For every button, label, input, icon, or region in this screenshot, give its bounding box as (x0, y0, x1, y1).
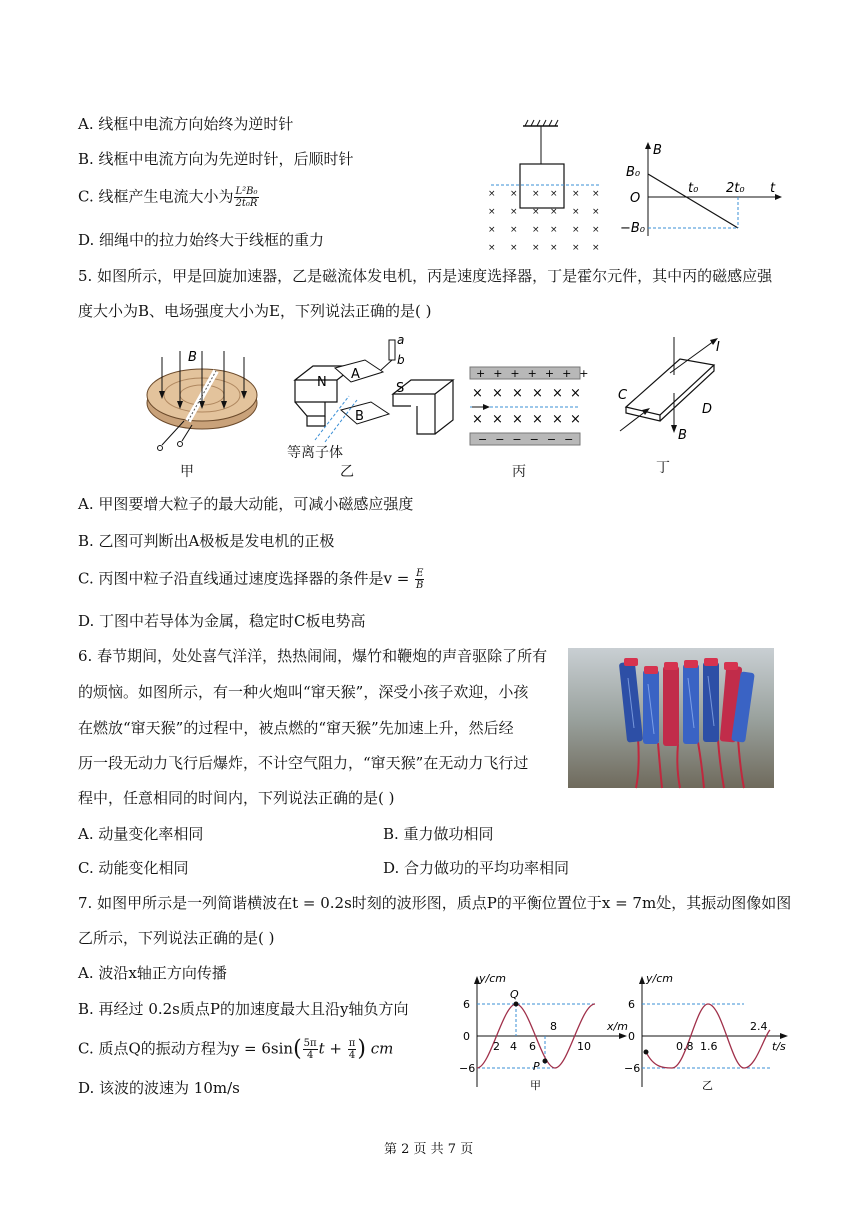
jia-tick-2: 2 (493, 1040, 500, 1053)
plate-b (341, 402, 389, 424)
svg-text:×: × (572, 225, 580, 235)
velocity-selector-figure (470, 365, 597, 450)
jia-x-label: x/m (607, 1020, 628, 1033)
graph-b0-label: B₀ (626, 165, 641, 180)
fig-label-yi: 乙 (340, 464, 354, 480)
q5-option-c-fraction (415, 568, 424, 591)
fig-label-jia: 甲 (180, 464, 194, 480)
q5-stem-line1: 5. 如图所示，甲是回旋加速器，乙是磁流体发电机，丙是速度选择器，丁是霍尔元件，其中丙的磁感应强 (78, 267, 773, 285)
svg-text:×: × (552, 412, 563, 427)
svg-text:×: × (592, 243, 600, 253)
svg-text:×: × (572, 189, 580, 199)
svg-text:+++++++: +++++++ (476, 367, 597, 380)
q7-option-a: A. 波沿x轴正方向传播 (78, 964, 227, 982)
mhd-generator-figure (285, 330, 455, 460)
cyclotron-b-label: B (188, 350, 197, 365)
plate-a-label: A (351, 367, 360, 382)
svg-text:×: × (532, 412, 543, 427)
cyclotron-figure (140, 345, 270, 455)
q6-option-b: B. 重力做功相同 (383, 825, 494, 843)
svg-text:×: × (570, 386, 581, 401)
q7-stem-line2: 乙所示，下列说法正确的是( ) (78, 929, 275, 947)
graph-2t0-label: 2t₀ (726, 181, 745, 196)
jia-6-label: 6 (463, 998, 470, 1011)
svg-text:×: × (592, 207, 600, 217)
yi-0-label: 0 (628, 1030, 635, 1043)
jia-tick-10: 10 (577, 1040, 591, 1053)
svg-text:×: × (510, 207, 518, 217)
q5-option-c (78, 568, 425, 591)
magnet-s-label: S (396, 381, 405, 396)
jia-tick-4: 4 (510, 1040, 517, 1053)
plate-b-label: B (355, 409, 364, 424)
q7-c-a-numerator: 5π (303, 1038, 317, 1049)
q5-stem-line2: 度大小为B、电场强度大小为E，下列说法正确的是( ) (78, 302, 432, 320)
yi-tick-1.6: 1.6 (700, 1040, 718, 1053)
q6-option-c: C. 动能变化相同 (78, 859, 189, 877)
svg-text:×: × (550, 243, 558, 253)
q7-c-b-numerator: π (348, 1038, 356, 1049)
yi-6-label: 6 (628, 998, 635, 1011)
svg-text:−−−−−−: −−−−−− (478, 433, 582, 446)
terminal-a-label: a (397, 333, 405, 347)
point-q (514, 1002, 519, 1007)
q6-stem-line3: 在燃放“窜天猴”的过程中，被点燃的“窜天猴”先加速上升，然后经 (78, 719, 514, 737)
q7-c-b-denominator: 4 (348, 1050, 356, 1061)
jia-y-label: y/cm (479, 972, 506, 985)
svg-text:×: × (550, 189, 558, 199)
svg-text:×: × (570, 412, 581, 427)
q7-stem-line1: 7. 如图甲所示是一列简谐横波在t = 0.2s时刻的波形图，质点P的平衡位置位于x = 7m处，其振动图像如图 (78, 894, 792, 912)
svg-text:×: × (492, 412, 503, 427)
hall-b-label: B (678, 428, 687, 443)
yi-x-label: t/s (772, 1040, 786, 1053)
svg-text:×: × (510, 243, 518, 253)
q7-c-fraction-a (303, 1038, 318, 1061)
svg-text:×: × (532, 243, 540, 253)
svg-text:×: × (488, 225, 496, 235)
plate-c-label: C (618, 388, 628, 403)
q4-option-d: D. 细绳中的拉力始终大于线框的重力 (78, 231, 325, 249)
q7-c-unit: cm (370, 1039, 394, 1058)
jia-q-label: Q (510, 988, 519, 1001)
q6-stem-line1: 6. 春节期间，处处喜气洋洋，热热闹闹，爆竹和鞭炮的声音驱除了所有 (78, 647, 548, 665)
current-i-label: I (716, 340, 720, 355)
q5-c-denominator: B (416, 580, 424, 591)
plate-d-label: D (702, 402, 713, 417)
q4-option-c-fraction (234, 186, 258, 209)
q5-c-numerator: E (416, 568, 424, 579)
wave-graph-jia (455, 972, 630, 1092)
svg-text:×: × (488, 189, 496, 199)
q7-option-c-text: C. 质点Q的振动方程为y = 6sin (78, 1039, 294, 1058)
q4-loop-figure (488, 118, 603, 258)
q4-option-b: B. 线框中电流方向为先逆时针，后顺时针 (78, 150, 354, 168)
yi-y-label: y/cm (646, 972, 673, 985)
graph-t0-label: t₀ (688, 181, 699, 196)
yi-tick-0.8: 0.8 (676, 1040, 694, 1053)
field-crosses (488, 189, 600, 253)
q5-option-d: D. 丁图中若导体为金属，稳定时C板电势高 (78, 612, 366, 630)
q7-c-fraction-b (348, 1038, 357, 1061)
point-p (543, 1059, 548, 1064)
q6-stem-line2: 的烦恼。如图所示，有一种火炮叫“窜天猴”，深受小孩子欢迎，小孩 (78, 683, 529, 701)
graph-b-label: B (653, 143, 662, 158)
svg-text:×: × (592, 189, 600, 199)
jia-tick-6: 6 (529, 1040, 536, 1053)
q7-option-b: B. 再经过 0.2s质点P的加速度最大且沿y轴负方向 (78, 1000, 409, 1018)
q6-stem-line4: 历一段无动力飞行后爆炸，不计空气阻力，“窜天猴”在无动力飞行过 (78, 754, 529, 772)
svg-text:×: × (592, 225, 600, 235)
plasma-label: 等离子体 (287, 445, 343, 461)
svg-text:×: × (512, 412, 523, 427)
graph-t-label: t (770, 181, 776, 196)
page-footer: 第 2 页 共 7 页 (384, 1142, 474, 1157)
graph-negb0-label: −B₀ (620, 221, 646, 236)
jia-p-label: P (533, 1060, 540, 1073)
svg-text:×: × (488, 207, 496, 217)
svg-text:×: × (532, 207, 540, 217)
firework-photo (568, 648, 774, 788)
svg-text:×: × (510, 189, 518, 199)
terminal-b-label: b (397, 353, 405, 367)
svg-text:×: × (492, 386, 503, 401)
svg-text:×: × (572, 243, 580, 253)
q5-option-a: A. 甲图要增大粒子的最大动能，可减小磁感应强度 (78, 495, 414, 513)
q7-c-a-denominator: 4 (306, 1050, 314, 1061)
q7-option-c: C. 质点Q的振动方程为y = 6sin( $\frac{5\pi}{4}$ t + $\frac{\pi}{4}$ ) cm (78, 1036, 394, 1062)
svg-text:×: × (572, 207, 580, 217)
q5-option-b: B. 乙图可判断出A极板是发电机的正极 (78, 532, 335, 550)
q4-option-a: A. 线框中电流方向始终为逆时针 (78, 115, 294, 133)
yi-caption: 乙 (702, 1079, 713, 1092)
yi-start-point (644, 1050, 649, 1055)
svg-text:×: × (552, 386, 563, 401)
svg-text:×: × (550, 207, 558, 217)
svg-text:×: × (472, 386, 483, 401)
q6-stem-line5: 程中，任意相同的时间内，下列说法正确的是( ) (78, 789, 395, 807)
ceiling-hatch (523, 120, 558, 126)
jia-neg6-label: −6 (459, 1062, 476, 1075)
q5-option-c-text: C. 丙图中粒子沿直线通过速度选择器的条件是v = (78, 569, 415, 588)
svg-text:×: × (488, 243, 496, 253)
fig-label-bing: 丙 (512, 464, 526, 480)
q6-option-a: A. 动量变化率相同 (78, 825, 204, 843)
jia-caption: 甲 (530, 1079, 541, 1092)
svg-text:×: × (472, 412, 483, 427)
yi-tick-2.4: 2.4 (750, 1020, 768, 1033)
graph-o-label: O (630, 191, 641, 206)
svg-text:×: × (550, 225, 558, 235)
q4-bt-graph (620, 140, 785, 240)
svg-text:×: × (510, 225, 518, 235)
svg-text:×: × (532, 189, 540, 199)
q4-option-c (78, 186, 260, 209)
q4-c-numerator: L²B₀ (235, 186, 258, 197)
fig-label-ding: 丁 (656, 460, 670, 476)
q6-option-d: D. 合力做功的平均功率相同 (383, 859, 570, 877)
hall-element-figure (610, 335, 730, 445)
q7-c-mid: t + (318, 1039, 347, 1058)
svg-text:×: × (532, 225, 540, 235)
hall-plate (626, 359, 714, 415)
wire-loop (520, 164, 564, 208)
magnet-n-label: N (317, 375, 327, 390)
q7-option-d: D. 该波的波速为 10m/s (78, 1079, 240, 1097)
svg-text:×: × (532, 386, 543, 401)
jia-tick-8: 8 (550, 1020, 557, 1033)
q4-option-c-text: C. 线框产生电流大小为 (78, 187, 234, 206)
yi-neg6-label: −6 (624, 1062, 641, 1075)
jia-0-label: 0 (463, 1030, 470, 1043)
vibration-graph-yi (624, 972, 794, 1092)
svg-text:×: × (512, 386, 523, 401)
q4-c-denominator: 2t₀R (235, 198, 258, 209)
